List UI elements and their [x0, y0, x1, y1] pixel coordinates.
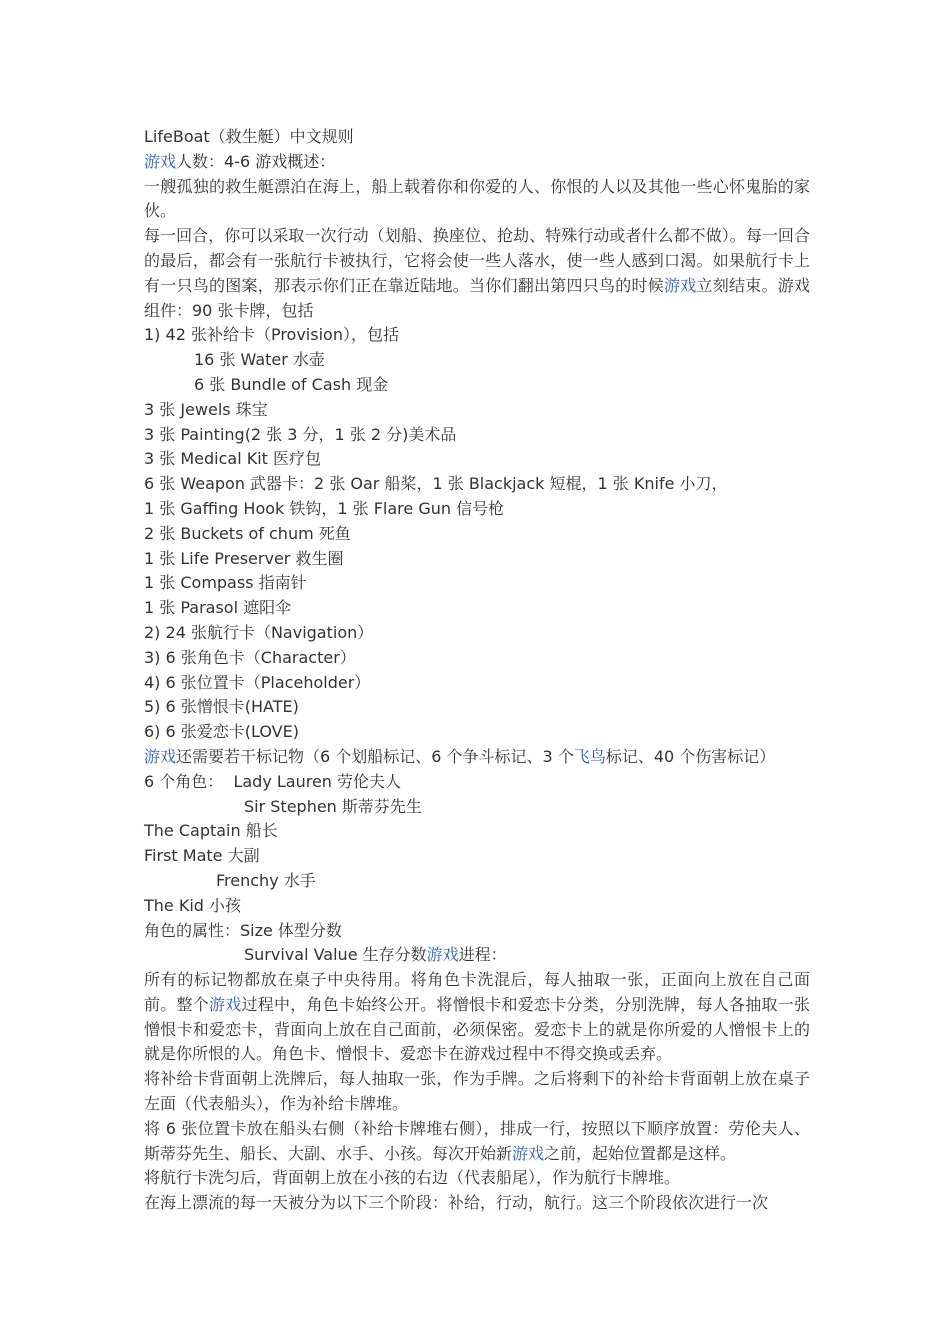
markers-line	[144, 745, 810, 770]
turn-text-b: 立刻结束。游戏组件：90 张卡牌，包括	[144, 275, 810, 320]
game-link[interactable]: 游戏	[663, 275, 697, 295]
provision-paragraph: 将补给卡背面朝上洗牌后，每人抽取一张，作为手牌。之后将剩下的补给卡背面朝上放在桌子左面（代表船头），作为补给卡牌堆。	[144, 1069, 810, 1114]
markers-text-a: 还需要若干标记物（6 个划船标记、6 个争斗标记、3 个	[176, 746, 574, 766]
placeholder-text-a: 将 6 张位置卡放在船头右侧（补给卡牌堆右侧），排成一行，按照以下顺序放置：劳伦夫人、斯蒂芬先生、船长、大副、水手、小孩。每次开始新	[144, 1118, 810, 1163]
turn-paragraph	[144, 224, 810, 323]
markers-text-b: 标记、40 个伤害标记）	[605, 746, 776, 766]
list-item: 3 张 Jewels 珠宝	[144, 399, 268, 419]
setup-text-a: 所有的标记物都放在桌子中央待用。将角色卡洗混后，每人抽取一张，正面向上放在自己面前。整个	[144, 970, 810, 1014]
intro-paragraph: 一艘孤独的救生艇漂泊在海上，船上载着你和你爱的人、你恨的人以及其他一些心怀鬼胎的家伙。	[144, 176, 810, 221]
bird-link[interactable]: 飞鸟	[573, 746, 606, 766]
list-item: 1 张 Parasol 遮阳伞	[144, 598, 292, 618]
game-link[interactable]: 游戏	[144, 746, 177, 766]
list-item: 2 张 Buckets of chum 死鱼	[144, 523, 351, 543]
attribute-text-a: Survival Value 生存分数	[244, 945, 427, 965]
turn-text-a: 每一回合，你可以采取一次行动（划船、换座位、抢劫、特殊行动或者什么都不做）。每一回合的最后，都会有一张航行卡被执行，它将会使一些人落水，使一些人感到口渴。如果航行卡上有一只鸟的图案，那表示你们正在靠近陆地。当你们翻出第四只鸟的时候	[144, 226, 810, 295]
game-link[interactable]: 游戏	[144, 151, 177, 171]
character-line: Frenchy 水手	[216, 870, 316, 890]
list-item: 4) 6 张位置卡（Placeholder）	[144, 672, 371, 692]
list-item: 1) 42 张补给卡（Provision），包括	[144, 325, 399, 345]
character-line: The Captain 船长	[144, 821, 278, 841]
attribute-text-b: 进程：	[458, 945, 507, 965]
character-line: Sir Stephen 斯蒂芬先生	[244, 796, 422, 816]
players-text: 人数：4-6 游戏概述：	[176, 151, 336, 171]
phases-paragraph: 在海上漂流的每一天被分为以下三个阶段：补给，行动，航行。这三个阶段依次进行一次	[144, 1193, 769, 1213]
list-item: 6 张 Bundle of Cash 现金	[194, 374, 389, 394]
players-line	[144, 150, 810, 175]
setup-text-b: 过程中，角色卡始终公开。将憎恨卡和爱恋卡分类，分别洗牌，每人各抽取一张憎恨卡和爱恋卡，背面向上放在自己面前，必须保密。爱恋卡上的就是你所爱的人憎恨卡上的就是你所恨的人。角色卡、憎恨卡、爱恋卡在游戏过程中不得交换或丢弃。	[144, 994, 810, 1064]
game-link[interactable]: 游戏	[512, 1143, 545, 1163]
attribute-line	[144, 943, 810, 968]
game-link[interactable]: 游戏	[209, 994, 242, 1014]
list-item: 6) 6 张爱恋卡(LOVE)	[144, 722, 299, 742]
list-item: 1 张 Life Preserver 救生圈	[144, 548, 344, 568]
attribute-line: 角色的属性：Size 体型分数	[144, 920, 342, 940]
navigation-paragraph: 将航行卡洗匀后，背面朝上放在小孩的右边（代表船尾），作为航行卡牌堆。	[144, 1168, 681, 1188]
character-line: The Kid 小孩	[144, 895, 242, 915]
list-item: 6 张 Weapon 武器卡：2 张 Oar 船桨，1 张 Blackjack 短棍，1 张 Knife 小刀，	[144, 474, 728, 494]
list-item: 16 张 Water 水壶	[194, 350, 325, 370]
list-item: 2) 24 张航行卡（Navigation）	[144, 622, 374, 642]
doc-title: LifeBoat（救生艇）中文规则	[144, 127, 354, 146]
placeholder-text-b: 之前，起始位置都是这样。	[544, 1143, 737, 1163]
list-item: 1 张 Compass 指南针	[144, 573, 307, 593]
game-link[interactable]: 游戏	[426, 945, 459, 965]
character-line: First Mate 大副	[144, 846, 260, 866]
list-item: 3 张 Painting(2 张 3 分，1 张 2 分)美术品	[144, 424, 457, 444]
list-item: 3 张 Medical Kit 医疗包	[144, 449, 322, 469]
document-body	[144, 125, 810, 1216]
placeholder-paragraph	[144, 1117, 810, 1167]
list-item: 5) 6 张憎恨卡(HATE)	[144, 697, 299, 717]
list-item: 1 张 Gaffing Hook 铁钩，1 张 Flare Gun 信号枪	[144, 498, 505, 518]
list-item: 3) 6 张角色卡（Character）	[144, 647, 356, 667]
setup-paragraph	[144, 968, 810, 1067]
character-line: 6 个角色： Lady Lauren 劳伦夫人	[144, 771, 402, 791]
